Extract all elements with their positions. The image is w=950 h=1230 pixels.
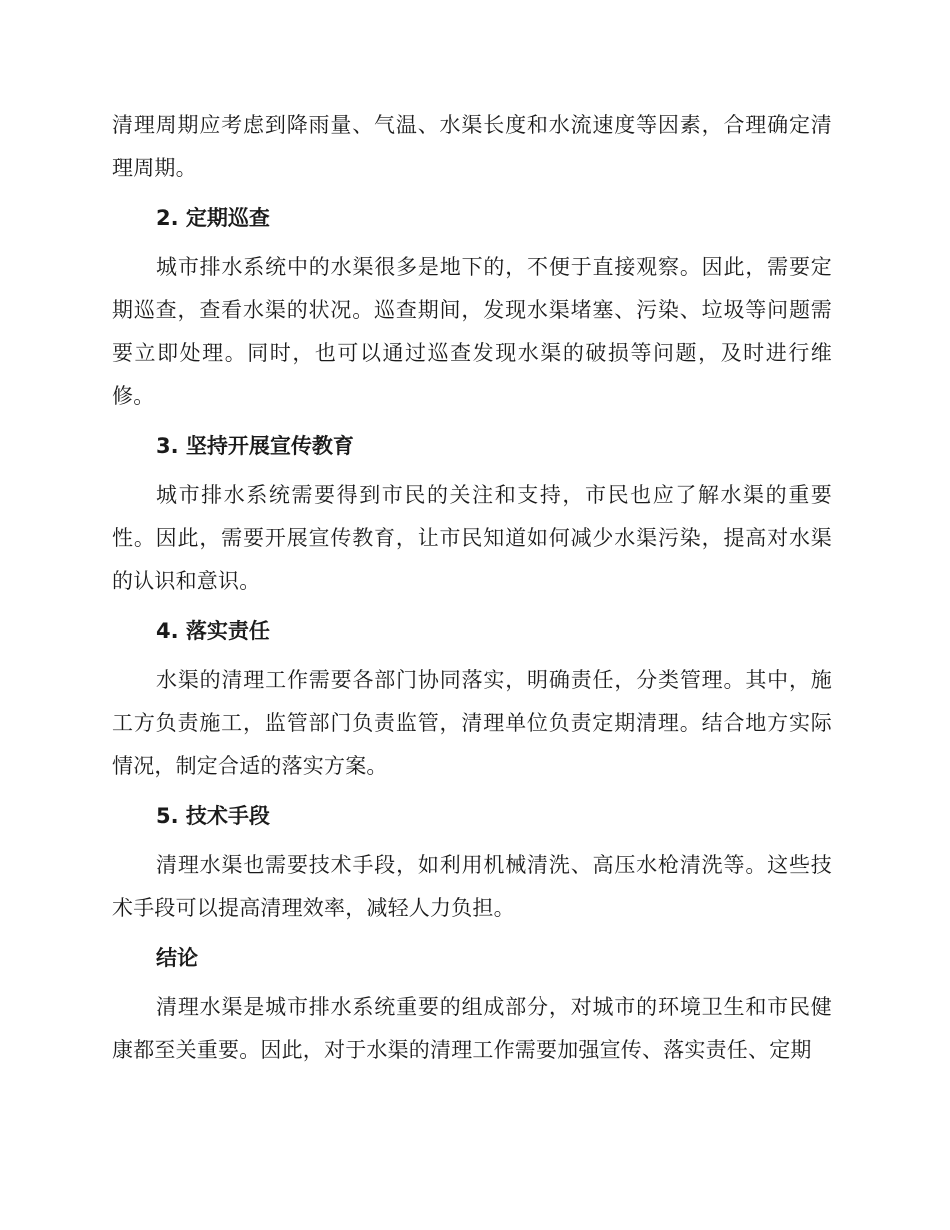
paragraph-cleaning-cycle: 清理周期应考虑到降雨量、气温、水渠长度和水流速度等因素，合理确定清理周期。 [112, 113, 832, 180]
heading-publicity-education: 3. 坚持开展宣传教育 [156, 434, 354, 458]
heading-conclusion: 结论 [156, 946, 198, 970]
document-page [112, 104, 832, 1072]
paragraph-responsibility: 水渠的清理工作需要各部门协同落实，明确责任，分类管理。其中，施工方负责施工，监管部门负责监管，清理单位负责定期清理。结合地方实际情况，制定合适的落实方案。 [112, 668, 832, 778]
heading-responsibility: 4. 落实责任 [156, 619, 270, 643]
paragraph-publicity-education: 城市排水系统需要得到市民的关注和支持，市民也应了解水渠的重要性。因此，需要开展宣传教育，让市民知道如何减少水渠污染，提高对水渠的认识和意识。 [112, 483, 832, 593]
heading-technical-means: 5. 技术手段 [156, 804, 270, 828]
paragraph-regular-inspection: 城市排水系统中的水渠很多是地下的，不便于直接观察。因此，需要定期巡查，查看水渠的状况。巡查期间，发现水渠堵塞、污染、垃圾等问题需要立即处理。同时，也可以通过巡查发现水渠的破损等问题，及时进行维修。 [112, 255, 832, 408]
heading-regular-inspection: 2. 定期巡查 [156, 206, 270, 230]
paragraph-technical-means: 清理水渠也需要技术手段，如利用机械清洗、高压水枪清洗等。这些技术手段可以提高清理效率，减轻人力负担。 [112, 853, 832, 920]
paragraph-conclusion: 清理水渠是城市排水系统重要的组成部分，对城市的环境卫生和市民健康都至关重要。因此，对于水渠的清理工作需要加强宣传、落实责任、定期 [112, 995, 832, 1062]
